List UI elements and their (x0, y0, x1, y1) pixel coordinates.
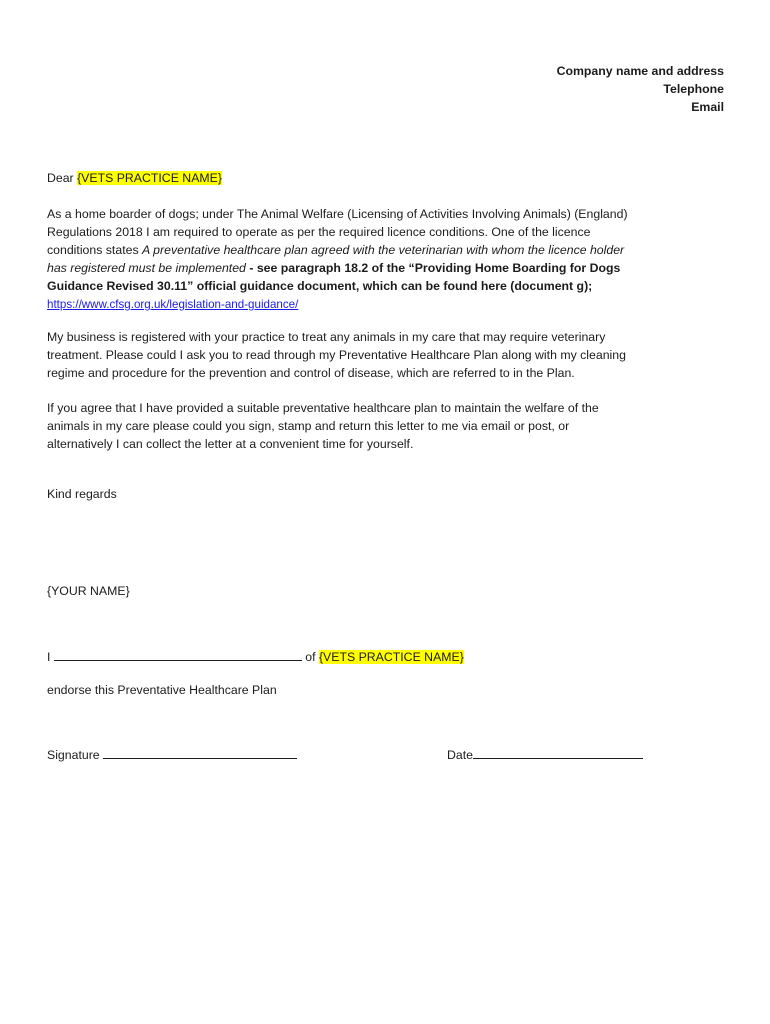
para1-line4-bold: - see paragraph 18.2 of the “Providing Home Boarding for Dogs (245, 261, 621, 275)
salutation-dear: Dear (47, 171, 74, 185)
signature-field[interactable] (103, 746, 297, 759)
endorsement-of: of (305, 650, 316, 664)
salutation (47, 169, 727, 187)
para1-line6 (47, 295, 727, 314)
telephone-label: Telephone (663, 82, 724, 96)
paragraph-registration (47, 328, 727, 382)
para1-line3-italic: A preventative healthcare plan agreed with the veterinarian with whom the licence holder (142, 243, 625, 257)
guidance-link[interactable]: https://www.cfsg.org.uk/legislation-and-guidance/ (47, 298, 299, 311)
paragraph-licensing (47, 205, 727, 314)
para2-line2: treatment. Please could I ask you to read through my Preventative Healthcare Plan along with my cleaning (47, 348, 626, 362)
sender-details (557, 62, 724, 116)
date-field[interactable] (473, 746, 643, 759)
endorser-name-field[interactable] (54, 648, 302, 661)
para2-line3: regime and procedure for the prevention and control of disease, which are referred to in the Plan. (47, 366, 575, 380)
company-name-address: Company name and address (556, 64, 724, 78)
email-label: Email (691, 100, 724, 114)
paragraph-request (47, 399, 727, 453)
para1-line5-bold: Guidance Revised 30.11” official guidance document, which can be found here (document g); (47, 279, 593, 293)
para1-line3-plain: conditions states (47, 243, 143, 257)
endorsement-text: endorse this Preventative Healthcare Plan (47, 683, 277, 697)
para1-line4 (47, 259, 727, 277)
para1-line2: Regulations 2018 I am required to operate as per the required licence conditions. One of the licence (47, 225, 591, 239)
kind-regards: Kind regards (47, 487, 117, 501)
endorsement-practice-placeholder: {VETS PRACTICE NAME} (318, 650, 464, 664)
para2-line1: My business is registered with your practice to treat any animals in my care that may require veterinary (47, 330, 606, 344)
para3-line1: If you agree that I have provided a suitable preventative healthcare plan to maintain the welfare of the (47, 401, 599, 415)
signature-line (47, 746, 447, 764)
para1-line4-italic: has registered must be implemented (47, 261, 246, 275)
para1-line5 (47, 277, 727, 295)
endorsement-prefix: I (47, 650, 51, 664)
vets-practice-placeholder: {VETS PRACTICE NAME} (77, 171, 222, 185)
your-name-placeholder: {YOUR NAME} (47, 584, 130, 598)
signature-label: Signature (47, 748, 100, 762)
para3-line2: animals in my care please could you sign, stamp and return this letter to me via email or post, or (47, 419, 570, 433)
para1-line1: As a home boarder of dogs; under The Animal Welfare (Licensing of Activities Involving Animals) (England) (47, 207, 628, 221)
date-line (447, 746, 643, 764)
para3-line3: alternatively I can collect the letter at a convenient time for yourself. (47, 437, 414, 451)
endorsement-line (47, 648, 727, 666)
date-label: Date (447, 748, 473, 762)
para1-line3 (47, 241, 727, 259)
